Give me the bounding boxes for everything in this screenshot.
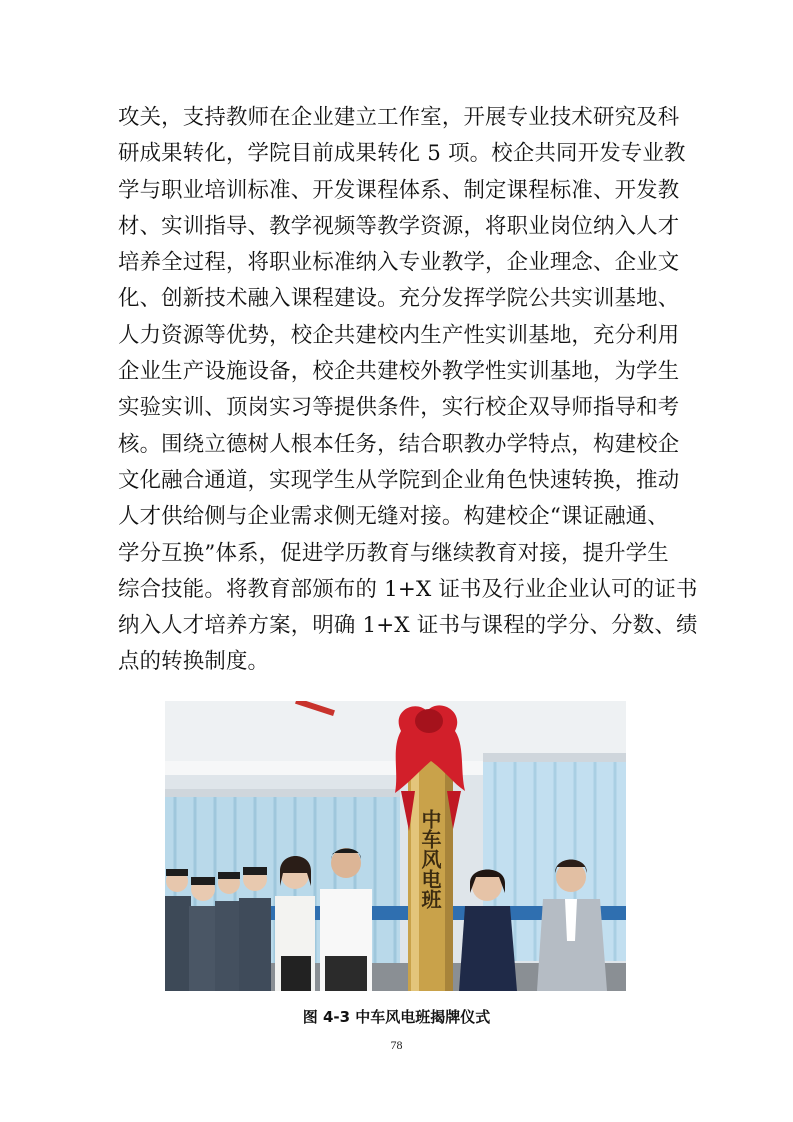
paragraph-line: 实验实训、顶岗实习等提供条件，实行校企双导师指导和考 <box>118 395 680 421</box>
paragraph-line: 人力资源等优势，校企共建校内生产性实训基地，充分利用 <box>118 322 680 348</box>
paragraph-line: 培养全过程，将职业标准纳入专业教学，企业理念、企业文 <box>118 250 680 276</box>
paragraph-line: 材、实训指导、教学视频等教学资源，将职业岗位纳入人才 <box>118 213 680 239</box>
paragraph-line: 文化融合通道，实现学生从学院到企业角色快速转换，推动 <box>118 467 680 493</box>
ceremony-photo <box>165 701 626 991</box>
paragraph-line: 攻关，支持教师在企业建立工作室，开展专业技术研究及科 <box>118 105 680 130</box>
paragraph-line: 综合技能。将教育部颁布的 1+X 证书及行业企业认可的证书 <box>118 576 698 602</box>
figure-caption: 图 4-3 中车风电班揭牌仪式 <box>302 1008 491 1026</box>
paragraph-line: 核。围绕立德树人根本任务，结合职教办学特点，构建校企 <box>118 431 680 457</box>
paragraph-line: 学分互换”体系，促进学历教育与继续教育对接，提升学生 <box>118 540 669 566</box>
paragraph-line: 点的转换制度。 <box>118 649 270 675</box>
paragraph-line: 企业生产设施设备，校企共建校外教学性实训基地，为学生 <box>118 359 680 385</box>
paragraph-line: 研成果转化，学院目前成果转化 5 项。校企共同开发专业教 <box>118 141 686 167</box>
paragraph-line: 纳入人才培养方案，明确 1+X 证书与课程的学分、分数、绩 <box>118 613 698 639</box>
paragraph-line: 化、创新技术融入课程建设。充分发挥学院公共实训基地、 <box>118 286 680 312</box>
body-paragraph <box>118 100 698 681</box>
plaque-text: 中车风电班 <box>418 809 442 909</box>
page-number: 78 <box>390 1038 403 1052</box>
paragraph-line: 人才供给侧与企业需求侧无缝对接。构建校企“课证融通、 <box>118 504 669 530</box>
paragraph-line: 学与职业培训标准、开发课程体系、制定课程标准、开发教 <box>118 177 680 203</box>
